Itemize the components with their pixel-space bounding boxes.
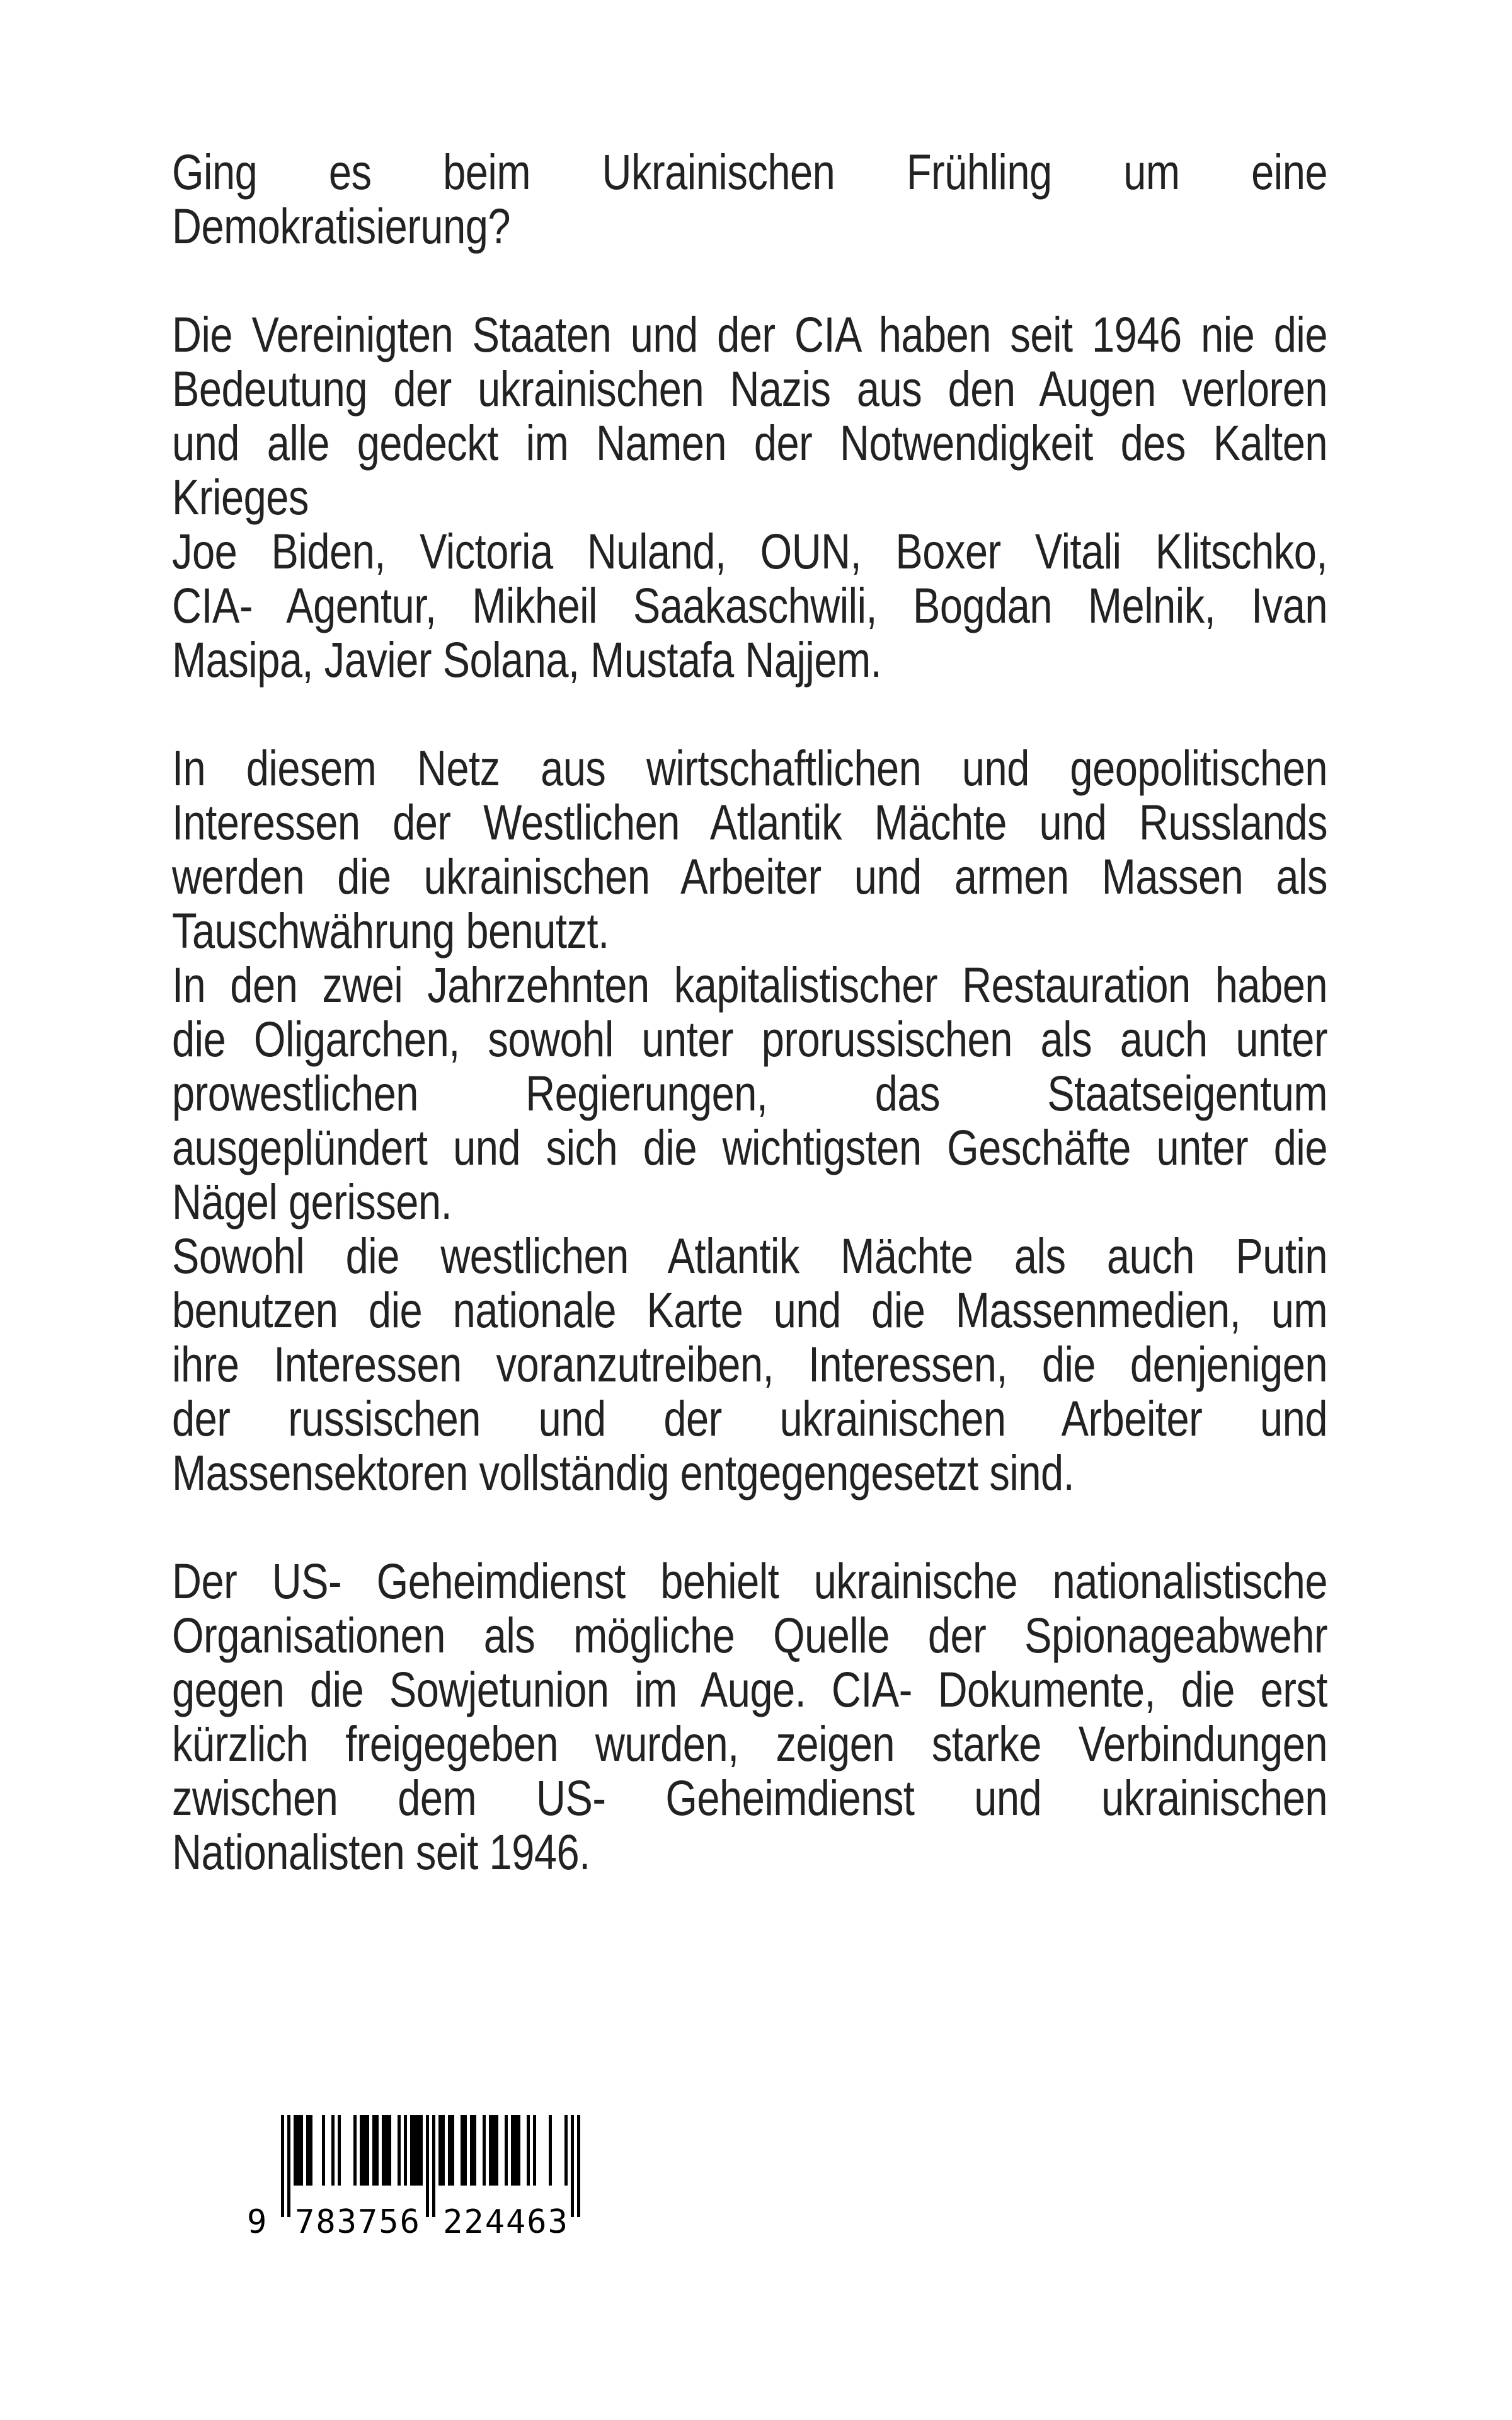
- text-block: [172, 741, 1327, 1500]
- back-cover-text: [172, 145, 1327, 1879]
- text-line: Demokratisierung?: [172, 197, 511, 254]
- text-block: [172, 308, 1327, 687]
- text-line: Bedeutung der ukrainischen Nazis aus den Augen verloren: [172, 360, 1327, 417]
- isbn-barcode: [247, 2115, 600, 2250]
- text-line: gegen die Sowjetunion im Auge. CIA- Dokumente, die erst: [172, 1661, 1327, 1717]
- text-line: prowestlichen Regierungen, das Staatseigentum: [172, 1064, 1327, 1121]
- text-block: [172, 145, 1327, 253]
- text-line: Nägel gerissen.: [172, 1173, 452, 1230]
- text-line: Sowohl die westlichen Atlantik Mächte als auch Putin: [172, 1227, 1327, 1284]
- paragraph: [172, 524, 1327, 687]
- paragraph: [172, 308, 1327, 524]
- text-line: Tauschwährung benutzt.: [172, 902, 609, 959]
- text-line: In diesem Netz aus wirtschaftlichen und geopolitischen: [172, 739, 1327, 796]
- text-line: Ging es beim Ukrainischen Frühling um eine: [172, 143, 1327, 200]
- text-line: Masipa, Javier Solana, Mustafa Najjem.: [172, 631, 882, 688]
- text-line: der russischen und der ukrainischen Arbeiter und: [172, 1390, 1327, 1446]
- isbn-right-digit-group: 224463: [443, 2203, 569, 2241]
- paragraph: [172, 958, 1327, 1229]
- text-line: In den zwei Jahrzehnten kapitalistischer Restauration haben: [172, 956, 1327, 1013]
- isbn-left-digit-group: 783756: [295, 2203, 421, 2241]
- text-line: Massensektoren vollständig entgegengesetzt sind.: [172, 1444, 1075, 1501]
- text-line: benutzen die nationale Karte und die Massenmedien, um: [172, 1281, 1327, 1338]
- text-line: ausgeplündert und sich die wichtigsten Geschäfte unter die: [172, 1119, 1327, 1175]
- text-line: und alle gedeckt im Namen der Notwendigkeit des Kalten: [172, 414, 1327, 471]
- text-line: Nationalisten seit 1946.: [172, 1823, 590, 1880]
- paragraph: [172, 1554, 1327, 1879]
- paragraph: [172, 145, 1327, 253]
- text-line: die Oligarchen, sowohl unter prorussischen als auch unter: [172, 1010, 1327, 1067]
- text-line: werden die ukrainischen Arbeiter und armen Massen als: [172, 848, 1327, 904]
- text-line: Der US- Geheimdienst behielt ukrainische nationalistische: [172, 1552, 1327, 1609]
- text-line: kürzlich freigegeben wurden, zeigen starke Verbindungen: [172, 1715, 1327, 1772]
- text-line: Interessen der Westlichen Atlantik Mächte und Russlands: [172, 793, 1327, 850]
- text-line: Joe Biden, Victoria Nuland, OUN, Boxer Vitali Klitschko,: [172, 522, 1327, 579]
- text-line: Die Vereinigten Staaten und der CIA haben seit 1946 nie die: [172, 306, 1327, 362]
- text-line: ihre Interessen voranzutreiben, Interessen, die denjenigen: [172, 1335, 1327, 1392]
- isbn-prefix-digit: 9: [247, 2203, 268, 2241]
- paragraph: [172, 1229, 1327, 1500]
- text-line: Krieges: [172, 468, 309, 525]
- text-line: CIA- Agentur, Mikheil Saakaschwili, Bogdan Melnik, Ivan: [172, 577, 1327, 633]
- text-line: Organisationen als mögliche Quelle der Spionageabwehr: [172, 1606, 1327, 1663]
- text-block: [172, 1554, 1327, 1879]
- barcode-bars-image: [281, 2115, 580, 2217]
- paragraph: [172, 741, 1327, 958]
- text-line: zwischen dem US- Geheimdienst und ukrainischen: [172, 1769, 1327, 1826]
